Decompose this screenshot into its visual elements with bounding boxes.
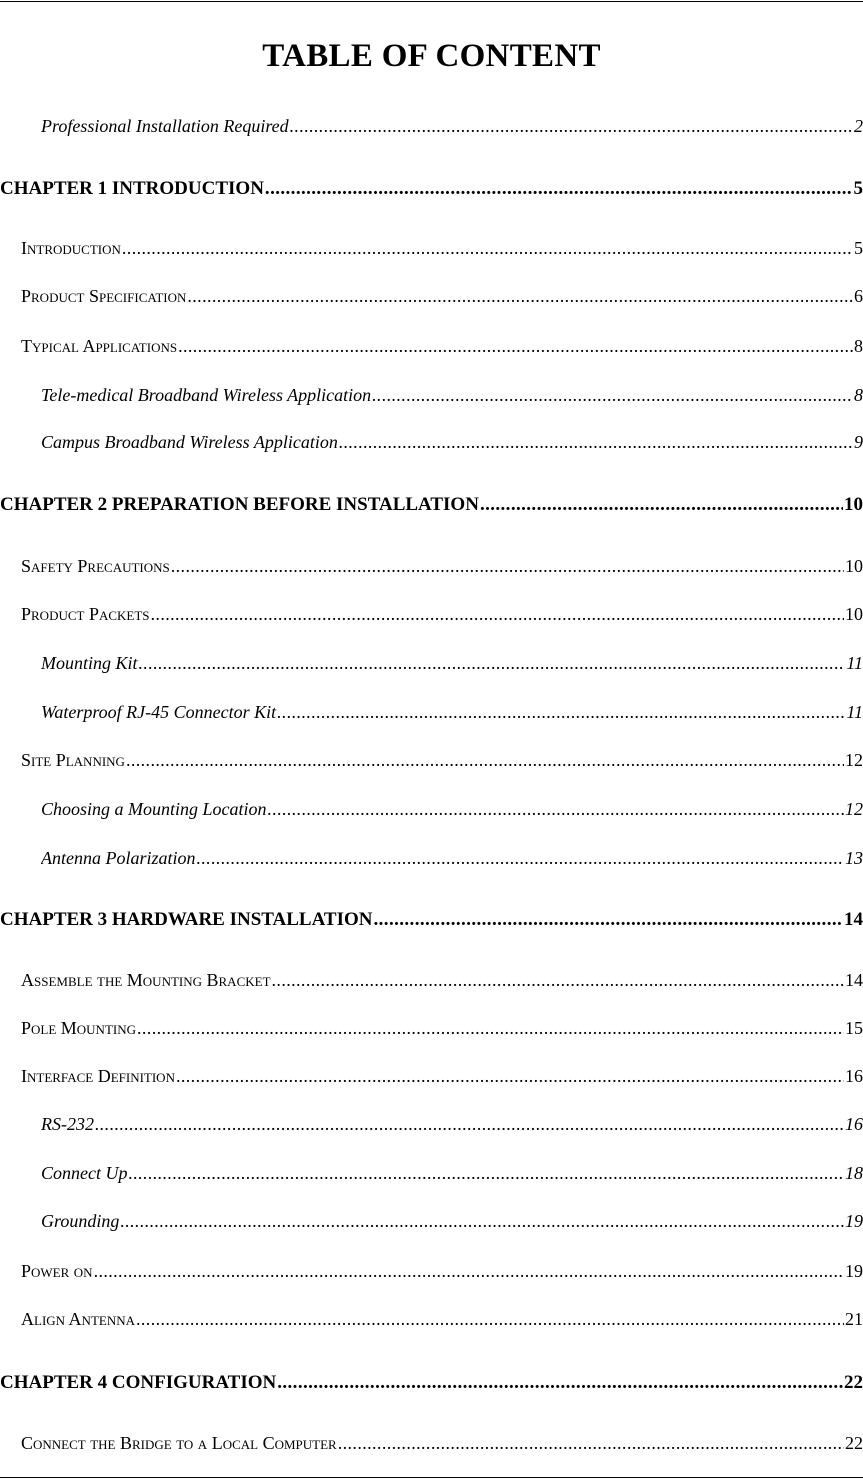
toc-entry[interactable] xyxy=(41,702,863,723)
toc-leader-dots xyxy=(122,238,853,259)
toc-entry-page-number: 8 xyxy=(854,385,863,405)
toc-entry-page-number: 19 xyxy=(845,1261,863,1281)
toc-leader-dots xyxy=(290,116,853,137)
toc-leader-dots xyxy=(374,909,844,931)
toc-entry[interactable] xyxy=(21,336,863,357)
toc-leader-dots xyxy=(126,750,844,771)
toc-entry-page-number: 9 xyxy=(854,432,863,452)
toc-entry-page-number: 13 xyxy=(845,848,863,868)
toc-entry[interactable] xyxy=(41,432,863,453)
toc-entry-page-number: 21 xyxy=(845,1309,863,1329)
toc-entry-label: Antenna Polarization xyxy=(41,848,196,868)
toc-leader-dots xyxy=(339,432,853,453)
toc-entry-page-number: 18 xyxy=(845,1163,863,1183)
toc-entry-label: Tele-medical Broadband Wireless Application xyxy=(41,385,372,405)
toc-entry-label: RS-232 xyxy=(41,1114,94,1134)
toc-entry[interactable] xyxy=(0,1372,863,1394)
toc-leader-dots xyxy=(176,1066,844,1087)
toc-entry-label: Grounding xyxy=(41,1211,120,1231)
toc-leader-dots xyxy=(120,1211,844,1232)
toc-leader-dots xyxy=(137,1018,844,1039)
toc-entry[interactable] xyxy=(0,909,863,931)
toc-entry[interactable] xyxy=(21,238,863,259)
toc-entry-label: Professional Installation Required xyxy=(41,116,289,136)
toc-entry-label: CHAPTER 1 INTRODUCTION xyxy=(0,178,264,199)
toc-entry[interactable] xyxy=(21,750,863,771)
toc-entry-page-number: 11 xyxy=(846,702,863,722)
toc-entry-label: Product Specification xyxy=(21,286,187,306)
toc-entry-label: CHAPTER 2 PREPARATION BEFORE INSTALLATION xyxy=(0,494,479,515)
toc-entry-label: Choosing a Mounting Location xyxy=(41,799,267,819)
toc-entry-page-number: 16 xyxy=(845,1066,863,1086)
toc-entry-page-number: 15 xyxy=(845,1018,863,1038)
toc-entry[interactable] xyxy=(21,556,863,577)
toc-entry-page-number: 10 xyxy=(845,604,863,624)
toc-entry-label: Mounting Kit xyxy=(41,653,138,673)
toc-entry[interactable] xyxy=(21,1433,863,1454)
toc-entry[interactable] xyxy=(21,1261,863,1282)
toc-entry-label: Align Antenna xyxy=(21,1309,135,1329)
toc-entry[interactable] xyxy=(41,1114,863,1135)
toc-entry-page-number: 22 xyxy=(845,1433,863,1453)
toc-entry-page-number: 14 xyxy=(844,909,863,930)
toc-entry[interactable] xyxy=(21,286,863,307)
toc-entry-label: Campus Broadband Wireless Application xyxy=(41,432,338,452)
toc-leader-dots xyxy=(128,1163,844,1184)
toc-entry-label: CHAPTER 3 HARDWARE INSTALLATION xyxy=(0,909,373,930)
toc-entry[interactable] xyxy=(41,848,863,869)
toc-leader-dots xyxy=(265,178,853,200)
toc-entry-page-number: 14 xyxy=(845,970,863,990)
toc-entry[interactable] xyxy=(41,653,863,674)
toc-entry-label: CHAPTER 4 CONFIGURATION xyxy=(0,1372,277,1393)
toc-leader-dots xyxy=(272,970,844,991)
toc-leader-dots xyxy=(178,336,853,357)
toc-entry[interactable] xyxy=(41,1211,863,1232)
toc-leader-dots xyxy=(480,494,843,516)
toc-entry-page-number: 8 xyxy=(854,336,863,356)
toc-entry-page-number: 10 xyxy=(845,556,863,576)
toc-entry[interactable] xyxy=(21,1309,863,1330)
toc-leader-dots xyxy=(171,556,844,577)
toc-entry-page-number: 22 xyxy=(844,1372,863,1393)
toc-entry-page-number: 5 xyxy=(854,238,863,258)
toc-leader-dots xyxy=(94,1261,844,1282)
toc-entry-label: Assemble the Mounting Bracket xyxy=(21,970,271,990)
top-rule xyxy=(0,1,863,2)
toc-leader-dots xyxy=(151,604,844,625)
toc-entry-page-number: 12 xyxy=(845,750,863,770)
toc-entry-page-number: 16 xyxy=(845,1114,863,1134)
toc-entry-page-number: 19 xyxy=(845,1211,863,1231)
toc-entry[interactable] xyxy=(0,494,863,516)
toc-entry-label: Product Packets xyxy=(21,604,150,624)
toc-entry-page-number: 2 xyxy=(854,116,863,136)
toc-entry[interactable] xyxy=(21,604,863,625)
toc-entry[interactable] xyxy=(41,116,863,137)
toc-leader-dots xyxy=(372,385,853,406)
toc-entry[interactable] xyxy=(21,1018,863,1039)
toc-leader-dots xyxy=(136,1309,844,1330)
toc-entry-label: Interface Definition xyxy=(21,1066,175,1086)
toc-entry-label: Typical Applications xyxy=(21,336,178,356)
toc-leader-dots xyxy=(95,1114,844,1135)
toc-leader-dots xyxy=(277,1372,843,1394)
toc-entry-page-number: 11 xyxy=(846,653,863,673)
toc-entry-label: Power on xyxy=(21,1261,93,1281)
bottom-rule xyxy=(0,1477,863,1478)
toc-entry-page-number: 5 xyxy=(853,178,863,199)
toc-entry-label: Introduction xyxy=(21,238,121,258)
toc-entry-label: Site Planning xyxy=(21,750,125,770)
toc-entry-page-number: 6 xyxy=(854,286,863,306)
toc-entry[interactable] xyxy=(21,1066,863,1087)
toc-leader-dots xyxy=(187,286,853,307)
toc-leader-dots xyxy=(139,653,846,674)
toc-entry[interactable] xyxy=(41,1163,863,1184)
toc-entry-page-number: 10 xyxy=(844,494,863,515)
toc-entry-label: Safety Precautions xyxy=(21,556,170,576)
page-title: TABLE OF CONTENT xyxy=(262,38,601,74)
toc-leader-dots xyxy=(268,799,844,820)
toc-leader-dots xyxy=(338,1433,844,1454)
toc-entry-label: Connect Up xyxy=(41,1163,128,1183)
toc-entry-label: Pole Mounting xyxy=(21,1018,136,1038)
toc-leader-dots xyxy=(197,848,845,869)
toc-entry[interactable] xyxy=(41,385,863,406)
toc-entry[interactable] xyxy=(21,970,863,991)
toc-entry-label: Connect the Bridge to a Local Computer xyxy=(21,1433,337,1453)
toc-entry-page-number: 12 xyxy=(845,799,863,819)
toc-leader-dots xyxy=(277,702,845,723)
toc-entry[interactable] xyxy=(0,178,863,200)
toc-entry-label: Waterproof RJ-45 Connector Kit xyxy=(41,702,277,722)
toc-entry[interactable] xyxy=(41,799,863,820)
